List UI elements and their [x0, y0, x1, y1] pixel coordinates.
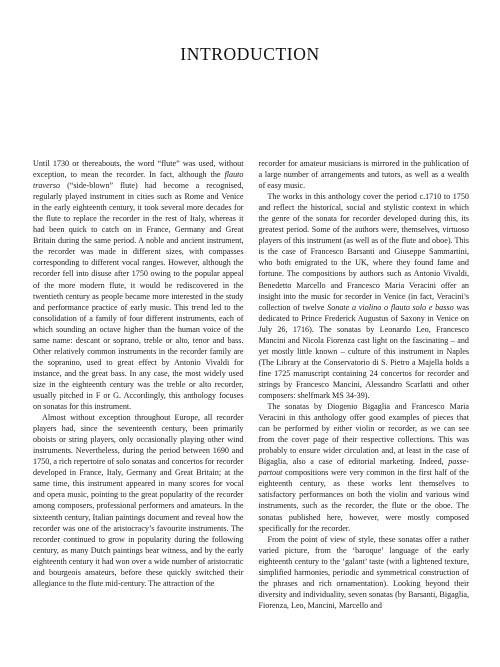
text-run: The works in this anthology cover the period c.1710 to 1750 and reflect the historical, social and stylistic context in which the genre of the sonata for recorder developed during this, its greatest period. Some of the authors were, themselves, virtuoso players of this instrument (as well as of the flute and oboe). This is the case of Francesco Barsanti and Giuseppe Sammartini, who both emigrated to the UK, where they found fame and fortune. The compositions by authors such as Antonio Vivaldi, Benedetto Marcello and Francesco Maria Veracini offer an insight into the music for recorder in Venice (in fact, Veracini’s collection of twelve	[258, 192, 469, 312]
italic-title: passe-partout	[258, 457, 469, 478]
text-run: compositions were very common in the first half of the eighteenth century, as these works lent themselves to satisfactory performances on both the violin and various wind instruments, such as the recorder, the flute or the oboe. The sonatas published here, however, were mostly composed specifically for the recorder.	[258, 468, 469, 533]
italic-title: Sonate a violino o flauto solo e basso	[327, 302, 454, 312]
left-column	[33, 158, 244, 658]
text-run: Almost without exception throughout Europe, all recorder players had, since the seventeenth century, been primarily oboists or string players, only occasionally playing other wind instruments. Nevertheless, during the period between 1690 and 1750, a rich repertoire of solo sonatas and concertos for recorder developed in France, Italy, Germany and Great Britain; at the same time, this instrument appeared in many scores for vocal and opera music, pointing to the great popularity of the recorder among composers, professional performers and amateurs. In the sixteenth century, Italian paintings document and reveal how the recorder was one of the aristocracy’s favourite instruments. The recorder continued to grow in popularity during the following century, as many Dutch paintings bear witness, and by the early eighteenth century it had won over a wide number of aristocratic and bourgeois amateurs, before these quickly switched their allegiance to the flute mid-century. The attraction of the	[33, 413, 244, 588]
text-run: (“side-blown” flute) had become a recognised, regularly played instrument in cities such as Rome and Venice in the early eighteenth century, it took several more decades for the flute to replace the recorder in the rest of Italy, whereas it had been quick to catch on in France, Germany and Great Britain during the same period. A noble and ancient instrument, the recorder was made in different sizes, with compasses corresponding to different vocal ranges. However, although the recorder fell into disuse after 1750 owing to the popular appeal of the more modern flute, it would be rediscovered in the twentieth century as people became more interested in the study and performance practice of early music. This trend led to the consolidation of a family of four different instruments, each of which sounding an octave higher than the human voice of the same name: descant or soprano, treble or alto, tenor and bass. Other relatively common instruments in the recorder family are the sopranino, used to great effect by Antonio Vivaldi for instance, and the great bass. In any case, the most widely used size in the eighteenth century was the treble or alto recorder, usually pitched in F or G. Accordingly, this anthology focuses on sonatas for this instrument.	[33, 181, 244, 412]
body-columns	[33, 158, 469, 658]
right-column	[259, 158, 470, 658]
paragraph	[33, 158, 244, 412]
paragraph	[33, 412, 244, 589]
text-run: was dedicated to Prince Frederick Augustus of Saxony in Venice on July 26, 1716). The sonatas by Leonardo Leo, Francesco Mancini and Nicola Fiorenza cast light on the fascinating – and yet mostly little known – culture of this instrument in Naples (The Library at the Conservatorio di S. Pietro a Majella holds a fine 1725 manuscript containing 24 concertos for recorder and strings by Francesco Mancini, Alessandro Scarlatti and other composers: shelfmark MS 34-39).	[258, 302, 469, 400]
paragraph	[259, 191, 470, 401]
text-run: Until 1730 or thereabouts, the word “flute” was used, without exception, to mean the recorder. In fact, although the	[33, 159, 244, 180]
paragraph	[259, 534, 470, 611]
italic-title: flauto traverso	[33, 170, 244, 191]
page-title: INTRODUCTION	[180, 44, 320, 64]
paragraph	[259, 401, 470, 534]
text-run: recorder for amateur musicians is mirrored in the publication of a large number of arrangements and tutors, as well as a wealth of easy music.	[258, 159, 469, 191]
paragraph	[259, 158, 470, 191]
text-run: The sonatas by Diogenio Bigaglia and Francesco Maria Veracini in this anthology offer good examples of pieces that can be performed by either violin or recorder, as we can see from the cover page of their respective collections. This was probably to ensure wider circulation and, at least in the case of Bigaglia, also a case of editorial marketing. Indeed,	[258, 402, 469, 467]
text-run: From the point of view of style, these sonatas offer a rather varied picture, from the ‘baroque’ language of the early eighteenth century to the ‘galant’ taste (with a lightened texture, simplified harmonies, periodic and symmetrical construction of the phrases and rich ornamentation). Looking beyond their diversity and individuality, seven sonatas (by Barsanti, Bigaglia, Fiorenza, Leo, Mancini, Marcello and	[258, 534, 469, 610]
